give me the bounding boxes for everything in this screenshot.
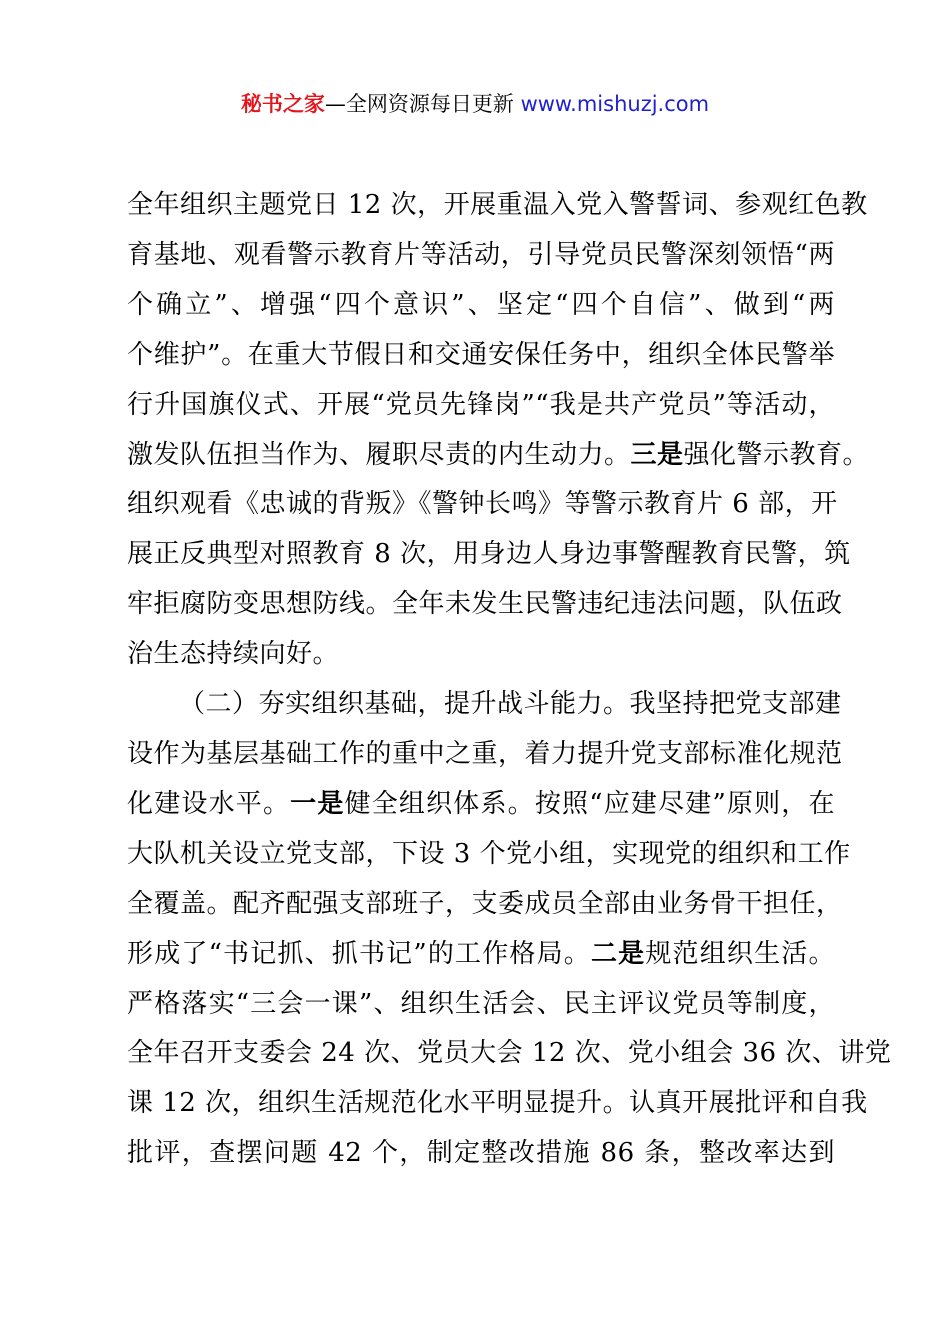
text-segment: 健全组织体系。按照“应建尽建”原则，在 — [344, 788, 835, 819]
text-segment: 强化警示教育。 — [683, 439, 870, 470]
text-line: 个确立”、增强“四个意识”、坚定“四个自信”、做到“两 — [127, 289, 835, 320]
text-line: 育基地、观看警示教育片等活动，引导党员民警深刻领悟“两 — [127, 239, 835, 270]
bold-marker: 三是 — [630, 439, 684, 470]
text-line: 牢拒腐防变思想防线。全年未发生民警违纪违法问题，队伍政 — [127, 589, 843, 620]
bold-marker: 一是 — [290, 788, 345, 819]
text-line — [127, 930, 835, 980]
section-heading-line — [127, 680, 842, 730]
text-line: 严格落实“三会一课”、组织生活会、民主评议党员等制度， — [127, 988, 835, 1019]
site-url-link[interactable]: www.mishuzj.com — [520, 92, 710, 116]
text-line: 全年召开支委会 24 次、党员大会 12 次、党小组会 36 次、讲党 — [127, 1038, 892, 1069]
text-segment: （二）夯实组织基础，提升战斗能力。我坚持把党支部建 — [179, 689, 842, 720]
text-line — [127, 780, 835, 830]
text-line: 设作为基层基础工作的重中之重，着力提升党支部标准化规范 — [127, 738, 843, 769]
text-line: 展正反典型对照教育 8 次，用身边人身边事警醒教育民警，筑 — [127, 539, 851, 570]
text-line: 组织观看《忠诚的背叛》《警钟长鸣》等警示教育片 6 部，开 — [127, 489, 838, 520]
text-line: 课 12 次，组织生活规范化水平明显提升。认真开展批评和自我 — [127, 1088, 868, 1119]
text-line: 全覆盖。配齐配强支部班子，支委成员全部由业务骨干担任， — [127, 888, 843, 919]
page-header — [0, 88, 950, 120]
bold-marker: 二是 — [590, 938, 646, 969]
text-line: 行升国旗仪式、开展“党员先锋岗”“我是共产党员”等活动， — [127, 389, 835, 420]
text-segment: 化建设水平。 — [127, 788, 291, 819]
text-line: 个维护”。在重大节假日和交通安保任务中，组织全体民警举 — [127, 339, 835, 370]
text-segment: 激发队伍担当作为、履职尽责的内生动力。 — [127, 439, 631, 470]
text-line — [127, 431, 870, 481]
text-line: 大队机关设立党支部，下设 3 个党小组，实现党的组织和工作 — [127, 838, 851, 869]
text-line: 批评，查摆问题 42 个，制定整改措施 86 条，整改率达到 — [127, 1138, 835, 1169]
document-body — [127, 181, 892, 1179]
text-line: 全年组织主题党日 12 次，开展重温入党入警誓词、参观红色教 — [127, 190, 868, 220]
text-line: 治生态持续向好。 — [127, 639, 340, 670]
text-segment: 规范组织生活。 — [645, 938, 835, 969]
brand-name: 秘书之家 — [240, 92, 325, 116]
text-segment: 形成了“书记抓、抓书记”的工作格局。 — [127, 938, 591, 969]
header-tagline: —全网资源每日更新 — [324, 92, 514, 116]
